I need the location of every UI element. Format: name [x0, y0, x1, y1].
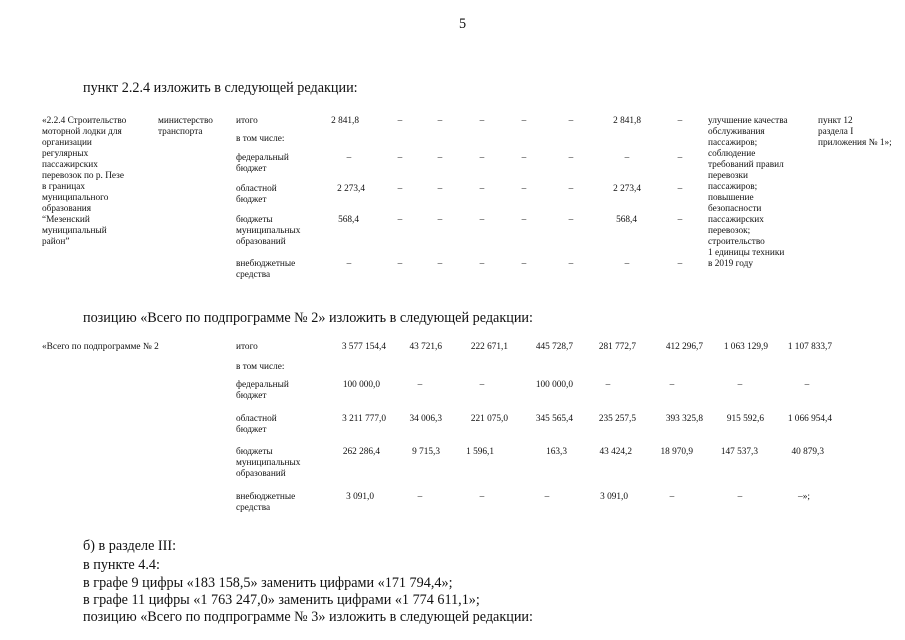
value-cell: –	[437, 116, 443, 126]
measure-name-line: район”	[42, 237, 70, 247]
value-cell: 262 286,4	[342, 447, 380, 457]
value-cell: 18 970,9	[660, 447, 693, 457]
value-cell: –	[677, 259, 683, 269]
value-cell: 43 721,6	[409, 342, 442, 352]
value-cell: –	[568, 215, 574, 225]
value-cell: –	[346, 259, 352, 269]
value-cell: 100 000,0	[535, 380, 573, 390]
value-cell: –	[479, 184, 485, 194]
heading-item-2-2-4: пункт 2.2.4 изложить в следующей редакции:	[83, 80, 358, 96]
paragraph-line: б) в разделе III:	[83, 538, 177, 554]
value-cell: –	[568, 116, 574, 126]
value-cell: 222 671,1	[470, 342, 508, 352]
value-cell: –	[669, 492, 675, 502]
source-cell	[236, 380, 289, 402]
link-line: приложения № 1»;	[818, 138, 892, 148]
value-cell: 163,3	[546, 447, 567, 457]
value-cell: 1 107 833,7	[787, 342, 832, 352]
value-cell: –	[346, 153, 352, 163]
value-cell: –	[568, 153, 574, 163]
value-cell: –	[479, 492, 485, 502]
value-cell: –	[479, 116, 485, 126]
value-cell: 412 296,7	[665, 342, 703, 352]
source-line: бюджет	[236, 391, 267, 401]
source-line: муниципальных	[236, 226, 301, 236]
result-line: пассажиров;	[708, 138, 758, 148]
value-cell: –	[544, 492, 550, 502]
executor-line: министерство	[158, 116, 213, 126]
measure-name-line: моторной лодки для	[42, 127, 122, 137]
result-line: безопасности	[708, 204, 762, 214]
value-cell: 3 577 154,4	[341, 342, 386, 352]
value-cell: –	[677, 215, 683, 225]
value-cell: –	[677, 116, 683, 126]
value-cell: 3 091,0	[600, 492, 628, 502]
result-line: в 2019 году	[708, 259, 753, 269]
measure-name-line: регулярных	[42, 149, 89, 159]
value-cell: –	[479, 153, 485, 163]
result-line: соблюдение	[708, 149, 756, 159]
source-line: бюджет	[236, 164, 267, 174]
value-cell: –	[669, 380, 675, 390]
measure-name-line: организации	[42, 138, 92, 148]
value-cell: –	[677, 184, 683, 194]
value-cell: –	[624, 259, 630, 269]
value-cell: 3 211 777,0	[342, 414, 386, 424]
value-cell: –	[437, 259, 443, 269]
measure-name-line: муниципального	[42, 193, 109, 203]
measure-name-line: «2.2.4 Строительство	[42, 116, 127, 126]
source-line: бюджеты	[236, 215, 273, 225]
value-cell: 568,4	[338, 215, 359, 225]
source-cell	[236, 492, 295, 514]
value-cell: 2 273,4	[337, 184, 365, 194]
source-line: внебюджетные	[236, 492, 296, 502]
value-cell: –	[677, 153, 683, 163]
value-cell: –	[568, 259, 574, 269]
value-cell: 9 715,3	[412, 447, 440, 457]
value-cell: –»;	[798, 492, 810, 502]
value-cell: –	[521, 184, 527, 194]
paragraph-line: в графе 9 цифры «183 158,5» заменить цифрами «171 794,4»;	[83, 575, 453, 591]
source-cell	[236, 153, 289, 175]
page-number: 5	[459, 16, 467, 32]
measure-name-line: муниципальный	[42, 226, 107, 236]
source-line: внебюджетные	[236, 259, 296, 269]
value-cell: 393 325,8	[665, 414, 703, 424]
value-cell: 568,4	[616, 215, 637, 225]
source-line: образований	[236, 237, 286, 247]
result-line: повышение	[708, 193, 754, 203]
value-cell: –	[397, 153, 403, 163]
value-cell: 345 565,4	[535, 414, 573, 424]
result-line: перевозок;	[708, 226, 751, 236]
value-cell: 221 075,0	[470, 414, 508, 424]
paragraph-line: позицию «Всего по подпрограмме № 3» изложить в следующей редакции:	[83, 609, 533, 625]
result-line: требований правил	[708, 160, 784, 170]
total-name-cell: «Всего по подпрограмме № 2	[42, 342, 159, 352]
value-cell: –	[397, 215, 403, 225]
value-cell: –	[437, 184, 443, 194]
heading-total-subprogram-2: позицию «Всего по подпрограмме № 2» изложить в следующей редакции:	[83, 310, 533, 326]
value-cell: –	[624, 153, 630, 163]
result-cell	[708, 116, 788, 270]
source-line: образований	[236, 469, 286, 479]
link-line: пункт 12	[818, 116, 853, 126]
source-cell: итого	[236, 116, 258, 126]
value-cell: –	[397, 259, 403, 269]
result-line: пассажирских	[708, 215, 764, 225]
value-cell: –	[568, 184, 574, 194]
source-line: средства	[236, 503, 271, 513]
source-cell: в том числе:	[236, 134, 285, 144]
source-cell	[236, 447, 300, 480]
measure-name-line: перевозок по р. Пезе	[42, 171, 124, 181]
source-line: муниципальных	[236, 458, 301, 468]
source-cell	[236, 414, 277, 436]
value-cell: 100 000,0	[342, 380, 380, 390]
result-line: пассажиров;	[708, 182, 758, 192]
value-cell: 235 257,5	[598, 414, 636, 424]
value-cell: 281 772,7	[598, 342, 636, 352]
source-cell	[236, 259, 295, 281]
value-cell: –	[479, 215, 485, 225]
result-line: 1 единицы техники	[708, 248, 785, 258]
value-cell: –	[397, 184, 403, 194]
value-cell: –	[417, 380, 423, 390]
link-line: раздела I	[818, 127, 854, 137]
value-cell: –	[521, 153, 527, 163]
value-cell: –	[479, 380, 485, 390]
value-cell: 915 592,6	[726, 414, 764, 424]
value-cell: –	[521, 259, 527, 269]
measure-name-cell	[42, 116, 126, 248]
measure-name-line: пассажирских	[42, 160, 98, 170]
value-cell: –	[437, 215, 443, 225]
source-line: федеральный	[236, 153, 289, 163]
value-cell: 1 063 129,9	[723, 342, 768, 352]
measure-name-line: “Мезенский	[42, 215, 90, 225]
executor-cell	[158, 116, 213, 138]
value-cell: –	[437, 153, 443, 163]
source-cell: итого	[236, 342, 258, 352]
value-cell: –	[397, 116, 403, 126]
source-line: областной	[236, 184, 277, 194]
value-cell: 1 066 954,4	[787, 414, 832, 424]
source-line: федеральный	[236, 380, 289, 390]
source-line: областной	[236, 414, 277, 424]
value-cell: 2 841,8	[331, 116, 359, 126]
source-cell: в том числе:	[236, 362, 285, 372]
value-cell: 2 273,4	[613, 184, 641, 194]
link-cell	[818, 116, 892, 149]
value-cell: –	[804, 380, 810, 390]
source-cell	[236, 184, 277, 206]
source-line: бюджет	[236, 425, 267, 435]
value-cell: –	[737, 492, 743, 502]
value-cell: 445 728,7	[535, 342, 573, 352]
result-line: улучшение качества	[708, 116, 788, 126]
value-cell: 40 879,3	[791, 447, 824, 457]
value-cell: –	[521, 215, 527, 225]
measure-name-line: в границах	[42, 182, 86, 192]
paragraph-line: в пункте 4.4:	[83, 557, 160, 573]
value-cell: 3 091,0	[346, 492, 374, 502]
value-cell: 2 841,8	[613, 116, 641, 126]
executor-line: транспорта	[158, 127, 203, 137]
value-cell: 34 006,3	[409, 414, 442, 424]
paragraph-line: в графе 11 цифры «1 763 247,0» заменить цифрами «1 774 611,1»;	[83, 592, 480, 608]
measure-name-line: образования	[42, 204, 92, 214]
value-cell: –	[479, 259, 485, 269]
value-cell: 43 424,2	[599, 447, 632, 457]
result-line: строительство	[708, 237, 765, 247]
value-cell: –	[521, 116, 527, 126]
value-cell: –	[417, 492, 423, 502]
source-line: бюджет	[236, 195, 267, 205]
source-cell	[236, 215, 300, 248]
value-cell: 147 537,3	[720, 447, 758, 457]
value-cell: 1 596,1	[466, 447, 494, 457]
result-line: перевозки	[708, 171, 749, 181]
value-cell: –	[605, 380, 611, 390]
source-line: средства	[236, 270, 271, 280]
result-line: обслуживания	[708, 127, 765, 137]
value-cell: –	[737, 380, 743, 390]
source-line: бюджеты	[236, 447, 273, 457]
